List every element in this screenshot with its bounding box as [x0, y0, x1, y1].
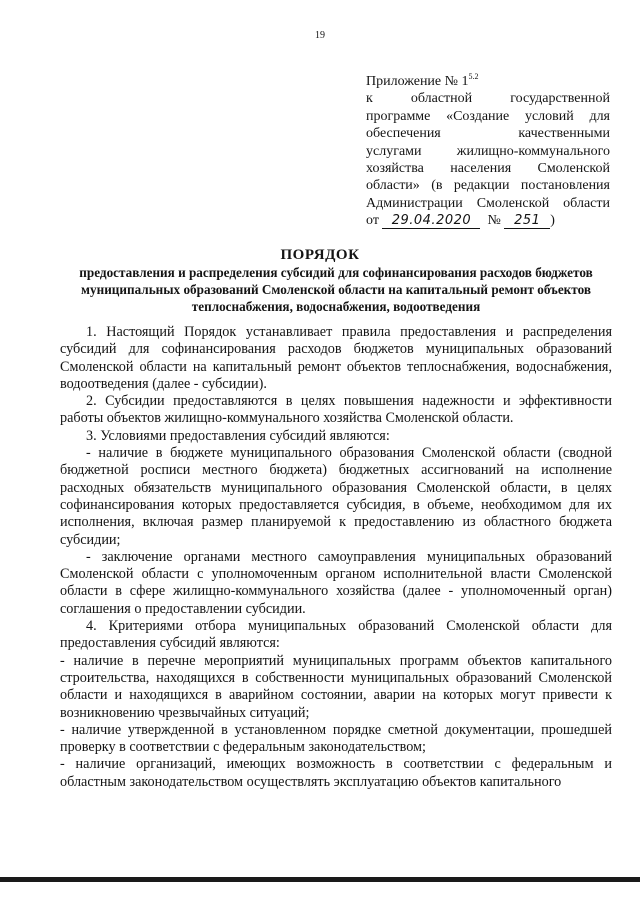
appendix-date-line: от 29.04.2020 № 251 )	[366, 213, 555, 229]
paragraph-3-item: - заключение органами местного самоуправления муниципальных образований Смоленской области с уполномоченным органом исполнительной власти Смоленской области в сфере жилищно-коммунального хозяйства (далее - уполномоченный орган) соглашения о предоставлении субсидии.	[60, 548, 612, 617]
appendix-heading: Приложение № $1^{5.2}$	[366, 72, 479, 89]
document-title: ПОРЯДОК	[280, 247, 360, 263]
appendix-block	[366, 68, 610, 230]
appendix-line: хозяйства населения Смоленской	[366, 161, 610, 177]
paragraph-3-item: - наличие в бюджете муниципального образования Смоленской области (сводной бюджетной росписи местного бюджета) бюджетных ассигнований на исполнение расходных обязательств муниципального образования Смоленской области, в целях софинансирования которых предоставляется субсидия, в объеме, необходимом для их исполнения, включая размер планируемой к предоставлению из областного бюджета субсидии;	[60, 445, 612, 548]
appendix-line: к областной государственной	[366, 91, 610, 107]
appendix-line: обеспечения качественными	[366, 126, 610, 142]
handwritten-date: 29.04.2020	[382, 214, 480, 229]
paragraph-1: 1. Настоящий Порядок устанавливает правила предоставления и распределения субсидий для софинансирования расходов бюджетов муниципальных образований Смоленской области на капитальный ремонт объектов теплоснабжения, водоснабжения, водоотведения (далее - субсидии).	[60, 324, 612, 392]
paragraph-4: 4. Критериями отбора муниципальных образований Смоленской области для предоставления субсидий являются:	[60, 618, 612, 652]
paragraph-4-item: - наличие организаций, имеющих возможность в соответствии с федеральным и областным законодательством осуществлять эксплуатацию объектов капитального	[60, 756, 612, 790]
appendix-line: программе «Создание условий для	[366, 108, 610, 124]
document-subtitle: предоставления и распределения субсидий для софинансирования расходов бюджетов муниципальных образований Смоленской области на капитальный ремонт объектов теплоснабжения, водоснабжения, водоотведения	[79, 265, 593, 314]
paragraph-2: 2. Субсидии предоставляются в целях повышения надежности и эффективности работы объектов жилищно-коммунального хозяйства Смоленской области.	[60, 393, 612, 427]
paragraph-3: 3. Условиями предоставления субсидий являются:	[86, 427, 390, 444]
paragraph-4-item: - наличие утвержденной в установленном порядке сметной документации, прошедшей проверку в соответствии с федеральным законодательством;	[60, 721, 612, 756]
appendix-line: Администрации Смоленской области	[366, 195, 610, 211]
paragraph-4-item: - наличие в перечне мероприятий муниципальных программ объектов капитального строительства, находящихся в собственности муниципальных образований Смоленской области и находящихся в аварийном состоянии, аварии на которых могут привести к возникновению чрезвычайных ситуаций;	[60, 652, 612, 721]
page-number: 19	[315, 30, 325, 41]
handwritten-number: 251	[504, 214, 550, 229]
appendix-line: услугами жилищно-коммунального	[366, 143, 610, 159]
appendix-line: области» (в редакции постановления	[366, 178, 610, 194]
scan-edge-bar	[0, 877, 640, 882]
document-body	[60, 324, 612, 791]
